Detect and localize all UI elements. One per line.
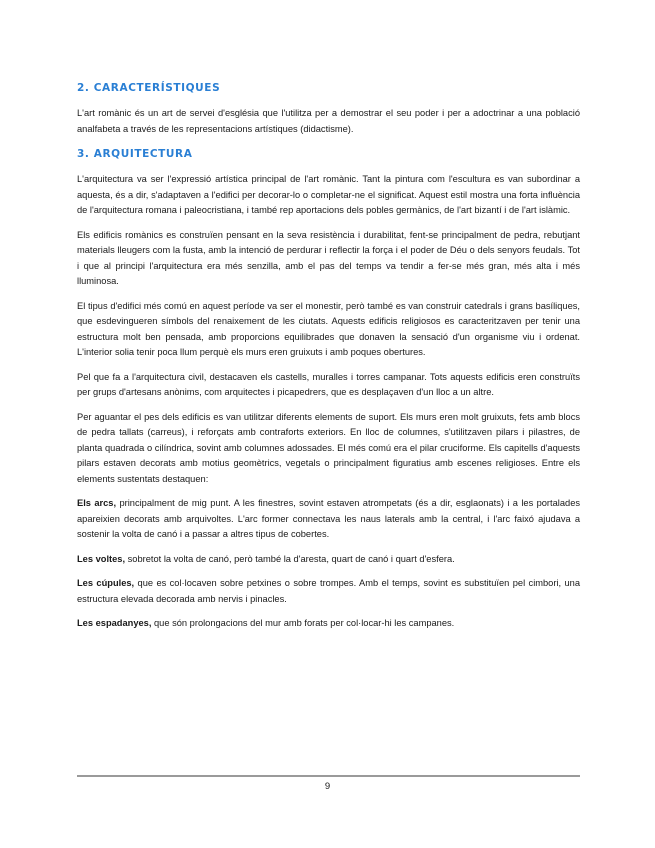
footer-rule [77,775,580,777]
paragraph-caracteristiques: L'art romànic és un art de servei d'església que l'utilitza per a demostrar el seu poder i per a adoctrinar a una població analfabeta a través de les representacions artístiques (didactisme). [77,108,580,134]
paragraph-voltes [77,552,580,568]
page-number: 9 [324,781,331,792]
term-espadanyes: Les espadanyes, [77,618,152,628]
section-heading-caracteristiques: 2. CARACTERÍSTIQUES [77,82,221,94]
document-body [77,72,580,641]
paragraph-arquitectura-civil: Pel que fa a l'arquitectura civil, destacaven els castells, muralles i torres campanar. Tots aquests edificis eren construïts per grups d'artesans anònims, com arquitectes i picapedrers, que es desplaçaven d'un lloc a un altre. [77,371,580,397]
section-heading-arquitectura: 3. ARQUITECTURA [77,148,193,160]
paragraph-elements-suport: Per aguantar el pes dels edificis es van utilitzar diferents elements de suport. Els murs eren molt gruixuts, fets amb blocs de pedra tallats (carreus), i reforçats amb contraforts exteriors. En lloc de columnes, s'utilitzaven pilars i pilastres, de planta quadrada o cilíndrica, sovint amb columnes adossades. El més comú era el pilar cruciforme. Els capitells d'aquests pilars estaven decorats amb motius geomètrics, vegetals o principalment figuratius amb escenes religioses. Entre els elements sustentats destaquen: [77,411,580,484]
definition-arcs: principalment de mig punt. A les finestres, sovint estaven atrompetats (és a dir, esglaonats) i a les portalades apareixien decorats amb arquivoltes. L'arc former connectava les naus laterals amb la central, i l'arc faixó ajudava a sostenir la volta de canó i a passar a altres tipus de cobertes. [77,498,581,539]
term-arcs: Els arcs, [77,498,117,508]
term-voltes: Les voltes, [77,553,126,564]
definition-espadanyes: que són prolongacions del mur amb forats per col·locar-hi les campanes. [151,618,455,628]
definition-voltes: sobretot la volta de canó, però també la d'aresta, quart de canó i quart d'esfera. [125,553,455,564]
paragraph-arcs [77,496,580,543]
paragraph-espadanyes [77,616,580,632]
paragraph-construccio: Els edificis romànics es construïen pensant en la seva resistència i durabilitat, fent-se principalment de pedra, rebutjant materials lleugers com la fusta, amb la intenció de perdurar i reflectir la força i el poder de Déu o dels senyors feudals. Tot i que al principi l'arquitectura era més senzilla, amb el pas del temps va tendir a fer-se més gran, més alta i més lluminosa. [77,229,580,286]
paragraph-tipus-edifici: El tipus d'edifici més comú en aquest període va ser el monestir, però també es van construir catedrals i grans basíliques, que esdevingueren símbols del renaixement de les ciutats. Aquests edificis religiosos es caracteritzaven per tenir una estructura molt ben pensada, amb proporcions equilibrades que donaven la sensació d'un organisme viu i ordenat. L'interior solia tenir poca llum perquè els murs eren gruixuts i amb poques obertures. [77,300,580,357]
paragraph-arquitectura-intro: L'arquitectura va ser l'expressió artística principal de l'art romànic. Tant la pintura com l'escultura es van subordinar a aquesta, és a dir, s'adaptaven a l'edifici per decorar-lo o completar-ne el significat. Aquest estil mostra una forta influència de l'arquitectura romana i paleocristiana, i també rep aportacions dels pobles germànics, de l'art bizantí i de l'art islàmic. [77,174,580,215]
term-cupules: Les cúpules, [77,578,135,588]
paragraph-cupules [77,576,580,607]
definition-cupules: que es col·locaven sobre petxines o sobre trompes. Amb el temps, sovint es substituïen pel cimbori, una estructura elevada decorada amb nervis i pinacles. [77,578,580,604]
